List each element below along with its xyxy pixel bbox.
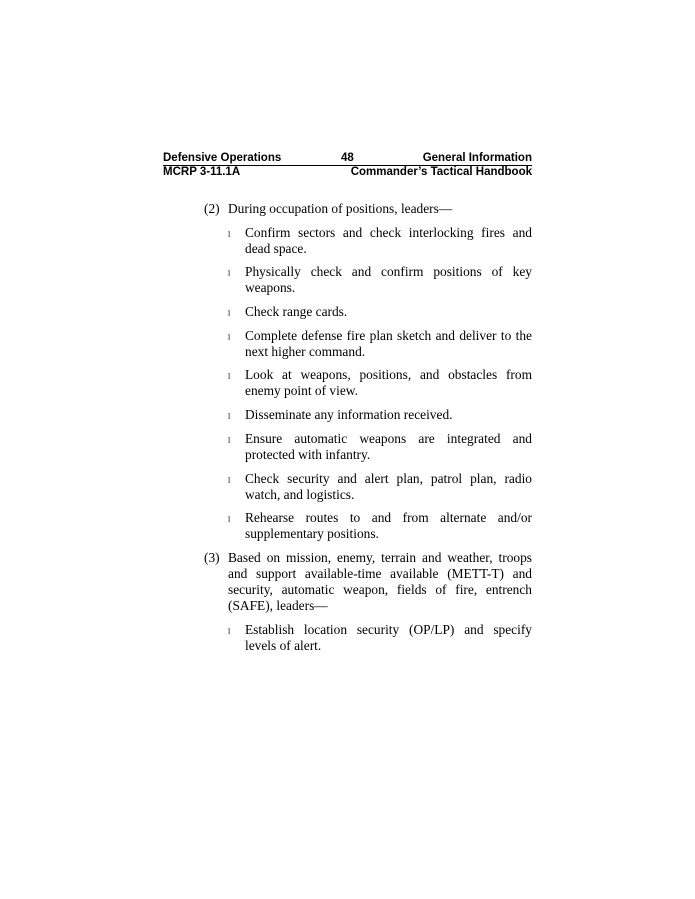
list-item-text: Complete defense fire plan sketch and deliver to the next higher command. bbox=[245, 328, 532, 359]
list-item-text: Look at weapons, positions, and obstacles from enemy point of view. bbox=[245, 367, 532, 398]
paragraph-3 bbox=[204, 550, 532, 614]
header-row-top bbox=[163, 152, 532, 165]
list-item bbox=[226, 264, 532, 296]
paragraph-text: Based on mission, enemy, terrain and weather, troops and support available-time available (METT-T) and security, automatic weapon, fields of fire, entrench (SAFE), leaders— bbox=[228, 550, 532, 613]
list-item bbox=[226, 471, 532, 503]
list-item bbox=[226, 622, 532, 654]
list-item bbox=[226, 225, 532, 257]
header-chapter-title: Defensive Operations bbox=[163, 152, 282, 164]
bullet-marker: l bbox=[228, 476, 231, 485]
list-item-text: Physically check and confirm positions of key weapons. bbox=[245, 264, 532, 295]
running-header bbox=[163, 152, 532, 165]
bullet-marker: l bbox=[228, 269, 231, 278]
list-item-text: Check range cards. bbox=[245, 304, 348, 319]
bullet-marker: l bbox=[228, 412, 231, 421]
paragraph-2 bbox=[204, 201, 532, 217]
bullet-marker: l bbox=[228, 515, 231, 524]
list-item-text: Rehearse routes to and from alternate and/or supplementary positions. bbox=[245, 510, 532, 541]
list-item bbox=[226, 407, 532, 423]
list-item-text: Ensure automatic weapons are integrated and protected with infantry. bbox=[245, 431, 532, 462]
header-section-title: General Information bbox=[422, 152, 532, 164]
bullet-marker: l bbox=[228, 333, 231, 342]
bullet-marker: l bbox=[228, 436, 231, 445]
list-item bbox=[226, 304, 532, 320]
paragraph-number: (3) bbox=[204, 550, 220, 565]
list-item-text: Establish location security (OP/LP) and specify levels of alert. bbox=[245, 622, 532, 653]
list-item bbox=[226, 367, 532, 399]
header-publication-id: MCRP 3-11.1A bbox=[163, 166, 241, 178]
list-item-text: Disseminate any information received. bbox=[245, 407, 453, 422]
bullet-marker: l bbox=[228, 309, 231, 318]
bullet-marker: l bbox=[228, 627, 231, 636]
paragraph-number: (2) bbox=[204, 201, 220, 216]
list-item-text: Check security and alert plan, patrol plan, radio watch, and logistics. bbox=[245, 471, 532, 502]
list-item bbox=[226, 510, 532, 542]
header-publication-title: Commander’s Tactical Handbook bbox=[350, 166, 532, 178]
bullet-marker: l bbox=[228, 372, 231, 381]
running-header-secondary bbox=[163, 166, 532, 179]
list-item bbox=[226, 328, 532, 360]
paragraph-text: During occupation of positions, leaders— bbox=[228, 201, 453, 216]
bullet-marker: l bbox=[228, 230, 231, 239]
list-item bbox=[226, 431, 532, 463]
header-row-bottom bbox=[163, 166, 532, 179]
page-number: 48 bbox=[341, 152, 354, 164]
list-item-text: Confirm sectors and check interlocking fires and dead space. bbox=[245, 225, 532, 256]
